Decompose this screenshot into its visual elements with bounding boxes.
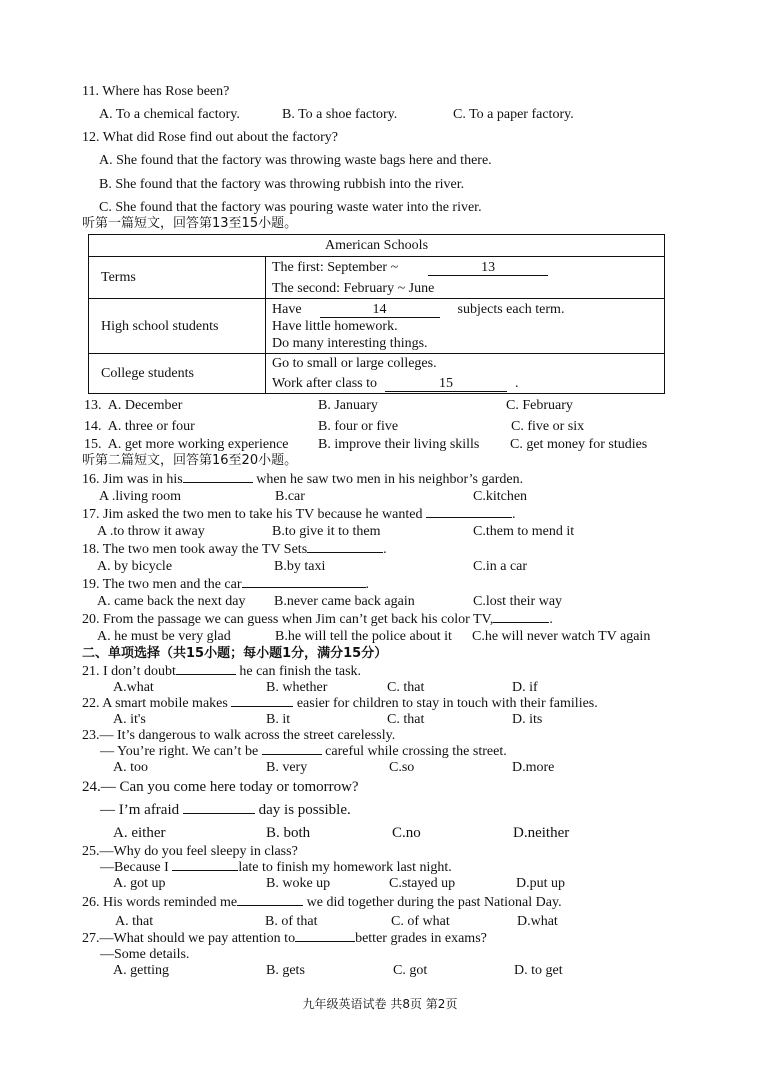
hs-cell xyxy=(266,299,665,354)
q22-text-2: easier for children to stay in touch with their families. xyxy=(296,696,598,711)
q17-blank xyxy=(426,517,512,518)
college-cell xyxy=(266,354,665,394)
hs-line-3: Do many interesting things. xyxy=(272,335,428,351)
q21-option-c: C. that xyxy=(387,680,425,695)
q26-question xyxy=(82,895,562,911)
q21-question xyxy=(82,664,361,680)
q21-text-1: 21. I don’t doubt xyxy=(82,664,176,679)
q18-option-b: B.by taxi xyxy=(274,559,326,574)
q15-option-b: B. improve their living skills xyxy=(318,437,480,452)
q21-option-a: A.what xyxy=(113,680,154,695)
q23-line-1: 23.— It’s dangerous to walk across the street carelessly. xyxy=(82,728,396,743)
q17-question xyxy=(82,507,515,523)
q23-option-a: A. too xyxy=(113,760,148,775)
q22-blank xyxy=(231,706,293,707)
q21-text-2: he can finish the task. xyxy=(239,664,362,679)
q27-blank xyxy=(295,941,355,942)
q26-option-d: D.what xyxy=(517,914,558,929)
q26-option-a: A. that xyxy=(115,914,154,929)
q18-option-a: A. by bicycle xyxy=(97,559,173,574)
hs-label: High school students xyxy=(89,299,266,354)
q19-option-b: B.never came back again xyxy=(274,594,415,609)
q24-text-2b: day is possible. xyxy=(258,802,351,818)
q18-text-1: 18. The two men took away the TV Sets xyxy=(82,542,308,557)
q16-option-b: B.car xyxy=(275,489,305,504)
q18-text-2: . xyxy=(383,542,387,557)
q27-text-1a: 27.—What should we pay attention to xyxy=(82,931,296,946)
blank-15: 15 xyxy=(385,377,507,392)
college-line-2-tail: . xyxy=(515,376,519,391)
q20-question xyxy=(82,612,553,628)
q19-option-a: A. came back the next day xyxy=(97,594,246,609)
q15-option-c: C. get money for studies xyxy=(510,437,648,452)
q24-line-1: 24.— Can you come here today or tomorrow? xyxy=(82,779,359,795)
q25-option-d: D.put up xyxy=(516,876,565,891)
q19-text-1: 19. The two men and the car xyxy=(82,577,242,592)
q25-option-b: B. woke up xyxy=(266,876,331,891)
q13-option-b: B. January xyxy=(318,398,378,413)
q11-option-a: A. To a chemical factory. xyxy=(99,107,240,122)
q22-option-d: D. its xyxy=(512,712,543,727)
q26-option-b: B. of that xyxy=(265,914,318,929)
q11-option-c: C. To a paper factory. xyxy=(453,107,574,122)
q19-option-c: C.lost their way xyxy=(473,594,563,609)
q24-option-b: B. both xyxy=(266,825,311,841)
q17-option-b: B.to give it to them xyxy=(272,524,381,539)
q24-option-a: A. either xyxy=(113,825,166,841)
q23-option-c: C.so xyxy=(389,760,415,775)
q16-option-c: C.kitchen xyxy=(473,489,528,504)
q15-option-a: 15. A. get more working experience xyxy=(84,437,289,452)
q26-text-1: 26. His words reminded me xyxy=(82,895,238,910)
q18-blank xyxy=(307,552,383,553)
q19-blank xyxy=(242,587,366,588)
q24-option-c: C.no xyxy=(392,825,421,841)
q27-option-a: A. getting xyxy=(113,963,169,978)
q20-option-a: A. he must be very glad xyxy=(97,629,231,644)
q12-option-a: A. She found that the factory was throwing waste bags here and there. xyxy=(99,153,492,168)
q24-text-2a: — I’m afraid xyxy=(100,802,180,818)
table-title: American Schools xyxy=(89,235,665,257)
q20-text-2: . xyxy=(549,612,553,627)
terms-second: The second: February ~ June xyxy=(272,280,435,296)
q11-question: 11. Where has Rose been? xyxy=(82,84,230,99)
q23-text-2b: careful while crossing the street. xyxy=(325,744,507,759)
q17-option-a: A .to throw it away xyxy=(97,524,205,539)
q24-option-d: D.neither xyxy=(513,825,570,841)
q25-blank xyxy=(172,870,238,871)
q17-option-c: C.them to mend it xyxy=(473,524,575,539)
q25-text-2a: —Because I xyxy=(100,860,169,875)
q19-text-2: . xyxy=(365,577,370,592)
q23-blank xyxy=(262,754,322,755)
q13-option-c: C. February xyxy=(506,398,573,413)
blank-13: 13 xyxy=(428,261,548,276)
q16-text-2: when he saw two men in his neighbor’s garden. xyxy=(256,472,524,487)
q14-option-c: C. five or six xyxy=(511,419,585,434)
q27-option-b: B. gets xyxy=(266,963,305,978)
american-schools-table xyxy=(88,234,665,394)
q25-option-a: A. got up xyxy=(113,876,166,891)
q26-text-2: we did together during the past National Day. xyxy=(306,895,562,910)
page-footer: 九年级英语试卷 共8页 第2页 xyxy=(302,997,458,1011)
college-label: College students xyxy=(89,354,266,394)
terms-cell xyxy=(266,257,665,299)
q25-text-2b: late to finish my homework last night. xyxy=(238,860,452,875)
hs-line-2: Have little homework. xyxy=(272,318,398,334)
q14-option-a: 14. A. three or four xyxy=(84,419,195,434)
q12-question: 12. What did Rose find out about the factory? xyxy=(82,130,338,145)
terms-first: The first: September ~ xyxy=(272,259,399,275)
q22-text-1: 22. A smart mobile makes xyxy=(82,696,228,711)
q20-text-1: 20. From the passage we can guess when Jim can’t get back his color TV, xyxy=(82,612,494,627)
q22-option-b: B. it xyxy=(266,712,291,727)
passage1-instruction: 听第一篇短文，回答第13至15小题。 xyxy=(82,216,298,231)
q16-text-1: 16. Jim was in his xyxy=(82,472,183,487)
q22-option-a: A. it's xyxy=(113,712,146,727)
hs-have-tail: subjects each term. xyxy=(457,301,565,317)
q24-line-2 xyxy=(100,802,351,818)
q26-blank xyxy=(237,905,303,906)
q21-option-b: B. whether xyxy=(266,680,328,695)
q12-option-b: B. She found that the factory was throwing rubbish into the river. xyxy=(99,177,465,192)
q27-line-2: —Some details. xyxy=(100,947,190,962)
q17-text-2: . xyxy=(511,507,516,522)
q26-option-c: C. of what xyxy=(391,914,450,929)
q27-option-d: D. to get xyxy=(514,963,563,978)
q25-line-1: 25.—Why do you feel sleepy in class? xyxy=(82,844,298,859)
q22-option-c: C. that xyxy=(387,712,425,727)
q25-line-2 xyxy=(100,860,452,876)
q25-option-c: C.stayed up xyxy=(389,876,456,891)
q18-option-c: C.in a car xyxy=(473,559,528,574)
q27-line-1 xyxy=(82,931,487,947)
q20-option-c: C.he will never watch TV again xyxy=(472,629,651,644)
q24-blank xyxy=(183,813,255,814)
q27-text-1b: better grades in exams? xyxy=(355,931,487,946)
q27-option-c: C. got xyxy=(393,963,428,978)
q23-text-2a: — You’re right. We can’t be xyxy=(100,744,259,759)
blank-14: 14 xyxy=(320,303,440,318)
q20-blank xyxy=(493,622,549,623)
q23-option-b: B. very xyxy=(266,760,308,775)
q23-line-2 xyxy=(100,744,507,760)
q13-option-a: 13. A. December xyxy=(84,398,183,413)
q16-option-a: A .living room xyxy=(99,489,182,504)
terms-label: Terms xyxy=(89,257,266,299)
q21-blank xyxy=(176,674,236,675)
q22-question xyxy=(82,696,598,712)
passage2-instruction: 听第二篇短文，回答第16至20小题。 xyxy=(82,453,298,468)
q17-text-1: 17. Jim asked the two men to take his TV because he wanted xyxy=(82,507,423,522)
hs-have: Have xyxy=(272,301,302,317)
q19-question xyxy=(82,577,369,593)
q11-option-b: B. To a shoe factory. xyxy=(282,107,398,122)
q12-option-c: C. She found that the factory was pouring waste water into the river. xyxy=(99,200,482,215)
q21-option-d: D. if xyxy=(512,680,538,695)
section2-heading: 二、单项选择（共15小题；每小题1分，满分15分） xyxy=(82,646,388,661)
q16-blank xyxy=(183,482,253,483)
college-line-1: Go to small or large colleges. xyxy=(272,356,437,371)
q20-option-b: B.he will tell the police about it xyxy=(275,629,452,644)
college-line-2: Work after class to xyxy=(272,376,377,391)
q23-option-d: D.more xyxy=(512,760,555,775)
q16-question xyxy=(82,472,523,488)
q18-question xyxy=(82,542,387,558)
q14-option-b: B. four or five xyxy=(318,419,399,434)
